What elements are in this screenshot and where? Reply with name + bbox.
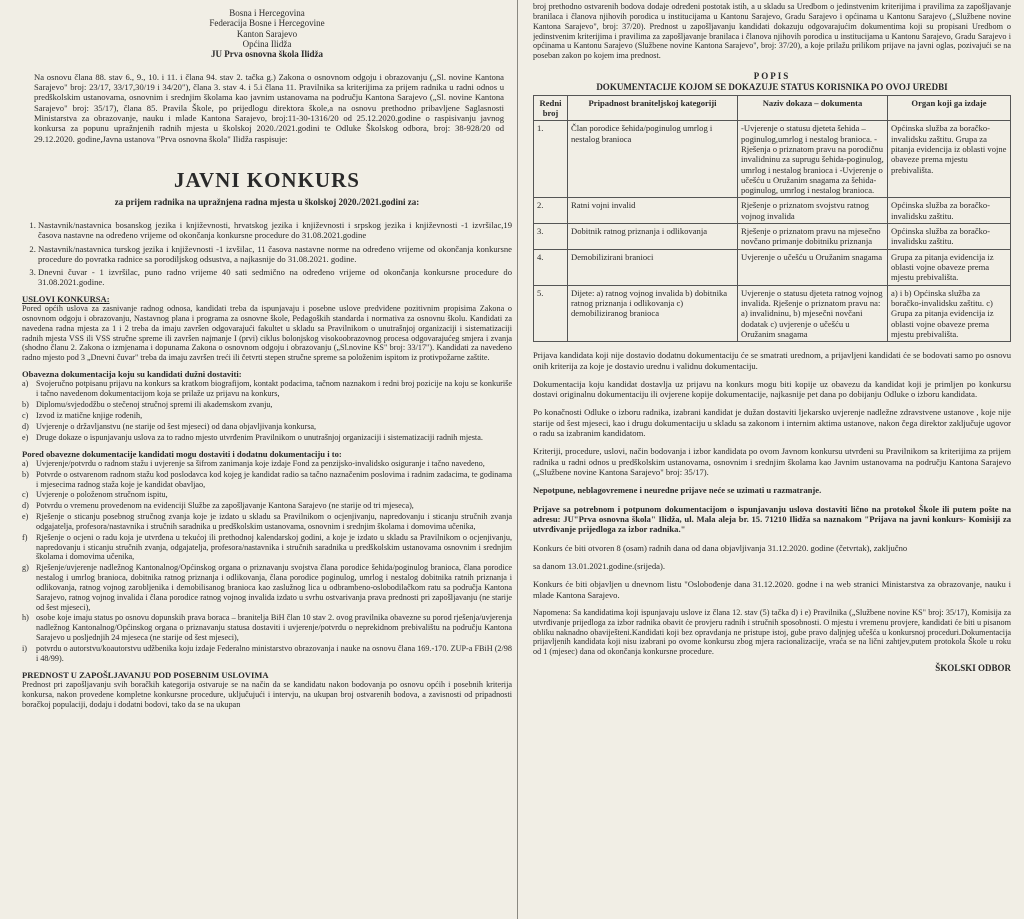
table-cell: Općinska služba za boračko-invalidsku zaštitu. Grupa za pitanja evidencija iz oblasti vojne obaveze prema mjestu prebivališta. [888,121,1011,198]
position-item: 2. Nastavnik/nastavnica turskog jezika i književnosti -1 izvšilac, 11 časova nastavne norme na određeno vrijeme od okončanja konkursne procedure do povratka radnice sa porodiljskog odsustva, a najkasnije do 31.08.2021. godine. [38,244,512,265]
table-header-row [534,95,1011,121]
table-row [534,285,1011,342]
institution-header [22,8,512,60]
table-cell: 1. [534,121,568,198]
table-row [534,224,1011,250]
list-item [22,470,512,490]
subtitle: za prijem radnika na upražnjena radna mjesta u školskoj 2020./2021.godini za: [114,197,420,208]
column-divider [517,0,518,919]
item-text: Uvjerenje o položenom stručnom ispitu, [36,490,168,500]
table-cell: a) i b) Općinska služba za boračko-invalidsku zaštitu. c) Grupa za pitanja evidencija iz oblasti vojne obaveze prema mjestu prebivališta. [888,285,1011,342]
header-line: Federacija Bosne i Hercegovine [209,18,325,29]
header-line: Kanton Sarajevo [236,28,298,39]
header-line: Bosna i Hercegovina [229,8,305,18]
prednost-heading: PREDNOST U ZAPOŠLJAVANJU POD POSEBNIM USLOVIMA [22,669,269,680]
item-text: Druge dokaze o ispunjavanju uslova za to radno mjesto utvrđenim Pravilnikom o unutrašnjoj organizaciji i sistematizaciji radnih mjesta. [36,432,483,442]
item-marker: g) [22,563,29,573]
table-row [534,198,1011,224]
list-item [22,563,512,612]
table-cell: Član porodice šehida/poginulog umrlog i nestalog branioca [568,121,738,198]
position-item: 3. Dnevni čuvar - 1 izvršilac, puno radno vrijeme 40 sati sedmično na određeno vrijeme od okončanja konkursne procedure do 31.08.2021.godine. [38,267,512,288]
item-marker: d) [22,421,29,431]
column-header: Redni broj [534,95,568,121]
table-cell: 4. [534,249,568,285]
nepotpune-notice: Nepotpune, neblagovremene i neuredne prijave neće se uzimati u razmatranje. [533,485,822,496]
item-text: Uvjerenje/potvrdu o radnom stažu i uvjerenje sa šifrom zanimanja koje izdaje Fond za penzijsko-invalidsko osiguranje i tačno navedeno, [36,458,485,468]
list-item [22,433,512,443]
left-column [22,0,512,919]
item-marker: e) [22,512,29,522]
item-text: osobe koje imaju status po osnovu dopunskih prava boraca – branitelja BiH član 10 stav 2. ovog pravilnika obavezne su porod rješenja/uvjerenja nadležnog Kantonalnog/Općinskog organa o priznavanju statusa dostaviti i uvjerenje/potvrdu o neprekidnom prebivalištu na području Kantona Sarajevo u posljednjih 24 mjeseca (ne starije od šest mjeseci), [36,613,512,643]
table-cell: Rješenje o priznatom pravu na mjesečno novčano primanje dobitniku priznanja [738,224,888,250]
list-item [22,400,512,410]
list-item [22,379,512,399]
column-header: Pripadnost braniteljskoj kategoriji [568,95,738,121]
item-marker: c) [22,410,29,420]
list-item [22,613,512,643]
table-cell: -Uvjerenje o statusu djeteta šehida – poginulog,umrlog i nestalog branioca. -Rješenja o priznatom pravu na porodičnu invalidninu za suprugu šehida-poginulog, umrlog i nestalog branioca i -Uvjerenje o učešću u Oružanim snagama za šehida-poginulog, umrlog i nestalog branioca. [738,121,888,198]
close-date: sa danom 13.01.2021.godine.(srijeda). [533,560,665,571]
item-text: potvrdu o autorstvu/koautorstvu udžbenika koju izdaje Federalno ministarstvo obrazovanja i nauke na osnovu člana 169.-170. ZUP-a FBiH (2/98 i 48/99). [36,644,512,663]
signature-footer: ŠKOLSKI ODBOR [935,663,1011,674]
item-marker: c) [22,490,29,500]
item-marker: a) [22,458,29,468]
page-title: JAVNI KONKURS [174,167,360,192]
header-line: Općina Ilidža [242,39,292,50]
table-cell: Dijete: a) ratnog vojnog invalida b) dobitnika ratnog priznanja i odlikovanja c) demobiliziranog branioca [568,285,738,342]
prednost-continued: broj prethodno ostvarenih bodova dodaje određeni postotak istih, a u skladu sa Uredbom o jedinstvenim kriterijima i pravilima za zapošljavanje branilaca i članova njihovih porodica u institucijama u Kantonu Sarajevo, Gradu Sarajevo i općinama u Kantonu Sarajevo („Službene novine Kantona Sarajevo", broj: 37/20). Prednost u zapošljavanju kandidati dokazuju odgovarajućim dokumentima koji su propisani Uredbom o jedinstvenim kriterijima i pravilima za zapošljavanje branilaca i članova njihovih porodica u institucijama u Kantonu Sarajevo, Gradu Sarajevo i općinama u Kantonu Sarajevo (Službene novine Kantona Sarajevo", broj: 37/20), a koje prilažu prilikom prijave na javni oglas, pozivajući se na poseban zakon po kojem ima prednost. [533,2,1011,61]
popis-title: POPIS [753,71,791,82]
open-period: Konkurs će biti otvoren 8 (osam) radnih dana od dana objavljivanja 31.12.2020. godine (četvrtak), zaključno [533,542,908,553]
publication-info: Konkurs će biti objavljen u dnevnom listu "Oslobođenje dana 31.12.2020. godne i na web stranici Ministarstva za obrazovanje, nauku i mlade Kantona Sarajevo. [533,579,1011,600]
item-marker: b) [22,469,29,479]
table-cell: Općinska služba za boračko-invalidsku zaštitu. [888,198,1011,224]
item-marker: e) [22,432,29,442]
prednost-text: Prednost pri zapošljavanju svih boračkih kategorija ostvaruje se na način da se kandidatu nakon bodovanja po osnovu općih i posebnih kriterija konkursa, nakon provedene kompletne konkursne procedure, uključujući i intervju, na ukupan broj ostvarenih bodova, a zavisnosti od pripadnosti boračkoj populaciji, dodaju i dodatni bodovi, tako da se na ukupan [22,680,512,709]
uslovi-heading: USLOVI KONKURSA: [22,293,110,304]
dodatna-list [22,459,512,664]
item-text: Diplomu/svjedodžbu o stečenoj stručnoj spremi ili akademskom zvanju, [36,400,273,410]
submission-instructions: Prijave sa potrebnom i potpunom dokumentacijom o ispunjavanju uslova dostaviti lično na protokol Škole ili putem pošte na adresu: JU"Prva osnovna škola" Ilidža, ul. Mala aleja br. 15. 71210 Ilidža sa naznakom "Prijava na javni konkurs- Komisiji za utvrđivanje prijedloga za izbor radnika." [533,503,1011,535]
header-line: JU Prva osnovna škola Ilidža [210,49,324,60]
right-column [533,0,1011,919]
table-cell: Ratni vojni invalid [568,198,738,224]
table-cell: Rješenje o priznatom svojstvu ratnog vojnog invalida [738,198,888,224]
item-marker: i) [22,644,28,654]
item-text: Izvod iz matične knjige rođenih, [36,410,143,420]
item-text: Rješenje/uvjerenje nadležnog Kantonalnog/Općinskog organa o priznavanju svojstva člana porodice šehida/poginulog branioca, člana porodice nestalog i umrlog branioca, dobitnika ratnog priznanja i odlikovanja, člana porodice poginulog, umrlog i nestalog dobitnika ratnih priznanja i odlikovanja, ratnog vojnog zarobljenika i demobilisanog branioca kao zaslužnog lica u odbrambeno-oslobodilačkom ratu sa područja Kantona Sarajevo, ratnog vojnog invalida i člana porodice ratnog vojnog invalida izdato u svrhu ostvarivanja prava prednosti pri zapošljavanju (ne starije od šest mjeseci), [36,563,512,612]
position-item: 1. Nastavnik/nastavnica bosanskog jezika i književnosti, hrvatskog jezika i književnosti i srpskog jezika i književnosti -1 izvršilac,19 časova nastavne na određeno vrijeme od okončanja konkursne procedure do 31.08.2021.godine [38,220,512,241]
list-item [22,459,512,469]
item-text: Rješenje o sticanju posebnog stručnog zvanja koje je izdato u skladu sa Pravilnikom o ocjenjivanju, napredovanju i sticanju stručnih zvanja odgajatelja, profesora/nastavnika i stručnih saradnika u predškolskim ustanovama, osnovnim i srednjim školama i domovima učenika, [36,512,512,531]
item-text: Uvjerenje o državljanstvu (ne starije od šest mjeseci) od dana objavljivanja konkursa, [36,421,317,431]
uslovi-text: Pored općih uslova za zasnivanje radnog odnosa, kandidati treba da ispunjavaju i posebne uslove predviđene pozitivnim propisima Zakona o osnovnom odgoju i obrazovanju, Nastavnog plana i programa za osnovne škole, Pedagoških standarda i normativa za osnovnu školu. Kandidati za navedena radna mjesta za 1 i 2 treba da imaju završen odgovarajući fakultet u skladu sa Pravilnikom o unutrašnjoj organizaciji i sistematizaciji radnih mjesta VSS ili VSS stručne spreme ili završen najmanje I (prvi) ciklus bolonjskog visokoobrazovnog procesa odgovarajućeg smjera i zvanja (shodno članu 2. Zakona o izmjenama i dopunama Zakona o osnovnom odgoju i obrazovanju („Sl.novine KS" broj: 33/17"). Kandidati za navedeno radno mjesto pod 3 „Dnevni čuvar" treba da imaju završen treći ili četvrti stepen stručne spreme sa položenim ispitom iz protivpožarne zaštite. [22,304,512,363]
table-row [534,249,1011,285]
table-cell: Grupa za pitanja evidencija iz oblasti vojne obaveze prema mjestu prebivališta. [888,249,1011,285]
item-text: Rješenje o ocjeni o radu koja je utvrđena u tekućoj ili prethodnoj kalendarskoj godini, a koje je izdato u skladu sa Pravilnikom o ocjenjivanju, napredovanju i sticanju stručnih zvanja, odgajatelja, profesora/nastavnika i stručnih saradnika u predškolskim ustanovama osnovnim i srednjim školama i domovima učenika, [36,532,512,562]
table-cell: Uvjerenje o učešću u Oružanim snagama [738,249,888,285]
body-paragraph: Dokumentacija koju kandidat dostavlja uz prijavu na konkurs mogu biti kopije uz obavezu da kandidat koji je primljen po konkursu dostavi originalnu dokumentaciju ili ovjerene kopije dokumentacije, najkasnije pet dana po dobijanju Odluke o izboru kandidata. [533,378,1011,400]
item-marker: h) [22,613,29,623]
table-cell: Demobilizirani branioci [568,249,738,285]
item-text: Potvrde o ostvarenom radnom stažu kod poslodavca kod kojeg je kandidat radio sa tačno naznačenim poslovima i radnim zadacima, te godinama i mjesecima radnog staža koje je kandidat obavljao, [36,469,512,489]
column-header: Organ koji ga izdaje [888,95,1011,121]
napomena-note: Napomena: Sa kandidatima koji ispunjavaju uslove iz člana 12. stav (5) tačka d) i e) Pravilnika („Službene novine KS" broj: 35/17), Komisija za utvrđivanje prijedloga za izbor radnika obavit će provjeru radnih i stručnih sposobnosti. O mjestu i vremenu provjere, kandidati će biti u pisanom obliku naknadno obaviješteni.Kandidati koji bez opravdanja ne pristupe istoj, gube pravo daljnjeg učešća u konkursnoj proceduri.Dokumentacija prijavljenih kandidata koji nisu izabrani po ovome konkursu zbog mjera racionalizacije, vraća se na lični zahtjev,putem protokola Škole u roku od 1 (mjesec) dana od okončanja konkursne procedure. [533,607,1011,657]
item-text: Potvrdu o vremenu provedenom na evidenciji Službe za zapošljavanje Kantona Sarajevo (ne starije od tri mjeseca), [36,501,414,511]
table-cell: 3. [534,224,568,250]
table-cell: Uvjerenje o statusu djeteta ratnog vojnog invalida. Rješenje o priznatom pravu na: a) invalidninu, b) mjesečni novčani dodatak c) uvjerenje o učešću u Oružanim snagama [738,285,888,342]
list-item [22,512,512,532]
positions-list [22,220,512,288]
list-item [22,533,512,563]
popis-table [533,95,1011,343]
body-paragraph: Kriteriji, procedure, uslovi, način bodovanja i izbor kandidata po ovom Javnom konkursu utvrđeni su Pravilnikom sa kriterijima za prijem radnika u radni odnos u predškolskim ustanovama, osnovnim i srednjim školama kao Javnim ustanovama na području Kantona Sarajevo („Službene novine Kantona Sarajevo" broj: 35/17). [533,446,1011,478]
intro-paragraph: Na osnovu člana 88. stav 6., 9., 10. i 11. i člana 94. stav 2. tačka g.) Zakona o osnovnom odgoju i obrazovanju („Sl. novine Kantona Sarajevo" broj: 23/17, 33/17,30/19 i 34/20"), člana 3. stav 4. i 5.i člana 11. Pravilnika sa kriterijima za prijem radnika u radni odnos u predškolskim ustanovama, osnovnim i srednjim školama kao javnim ustanovama na području Kantona Sarajevo („Sl. novine Kantona Sarajevo" broj: 35/17), člana 85. Pravila Škole, po prijedlogu direktora škole,a na osnovu prethodno pribavljene Saglasnosti Ministarstva za obrazovanje, nauku i mlade Kantona Sarajevo, broj:11-30-1316/20 od 25.12.2020.godine o raspisivanju javnog konkursa za popunu upražnjenih radnih mjesta u školskoj 2020./2021.godini te Odluke Školskog odbora, broj: 38-928/20 od 29.12.2020. godine,Javna ustanova "Prva osnovna škola" Ilidža raspisuje: [34,71,504,144]
obavezna-heading: Obavezna dokumentacija koju su kandidati dužni dostaviti: [22,369,242,380]
table-row [534,121,1011,198]
item-text: Svojeručno potpisanu prijavu na konkurs sa kratkom biografijom, kontakt podacima, tačnom naznakom i redni broj pozicije na koju se konkuriše i tačno navedenom dokumentacijom koja se prilaže uz prijavu na konkurs, [36,379,512,399]
list-item [22,490,512,500]
item-marker: b) [22,400,29,410]
table-cell: 5. [534,285,568,342]
item-marker: a) [22,379,29,389]
dodatna-heading: Pored obavezne dokumentacije kandidati mogu dostaviti i dodatnu dokumentaciju i to: [22,448,342,459]
table-cell: Općinska služba za boračko-invalidsku zaštitu. [888,224,1011,250]
item-marker: f) [22,532,28,542]
body-paragraph: Prijava kandidata koji nije dostavio dodatnu dokumentaciju će se smatrati urednom, a prijavljeni kandidati će se bodovati samo po osnovu onih kriterija za koje je dostavio urednu i validnu dokumentaciju. [533,350,1011,371]
list-item [22,644,512,664]
item-marker: d) [22,501,29,511]
popis-subtitle: DOKUMENTACIJE KOJOM SE DOKAZUJE STATUS KORISNIKA PO OVOJ UREDBI [596,81,948,92]
body-paragraph: Po konačnosti Odluke o izboru radnika, izabrani kandidat je dužan dostaviti ljekarsko uvjerenje nadležne zdravstvene ustanove , koje nije starije od šest mjeseci, kao i drugu dokumentaciju u skladu sa zakonom i internim aktima ustanove, nakon čega direktor zaključuje ugovor o radu sa izabranim kandidatom. [533,407,1011,439]
table-cell: 2. [534,198,568,224]
list-item [22,411,512,421]
obavezna-list [22,379,512,442]
table-cell: Dobitnik ratnog priznanja i odlikovanja [568,224,738,250]
list-item [22,422,512,432]
list-item [22,501,512,511]
column-header: Naziv dokaza – dokumenta [738,95,888,121]
